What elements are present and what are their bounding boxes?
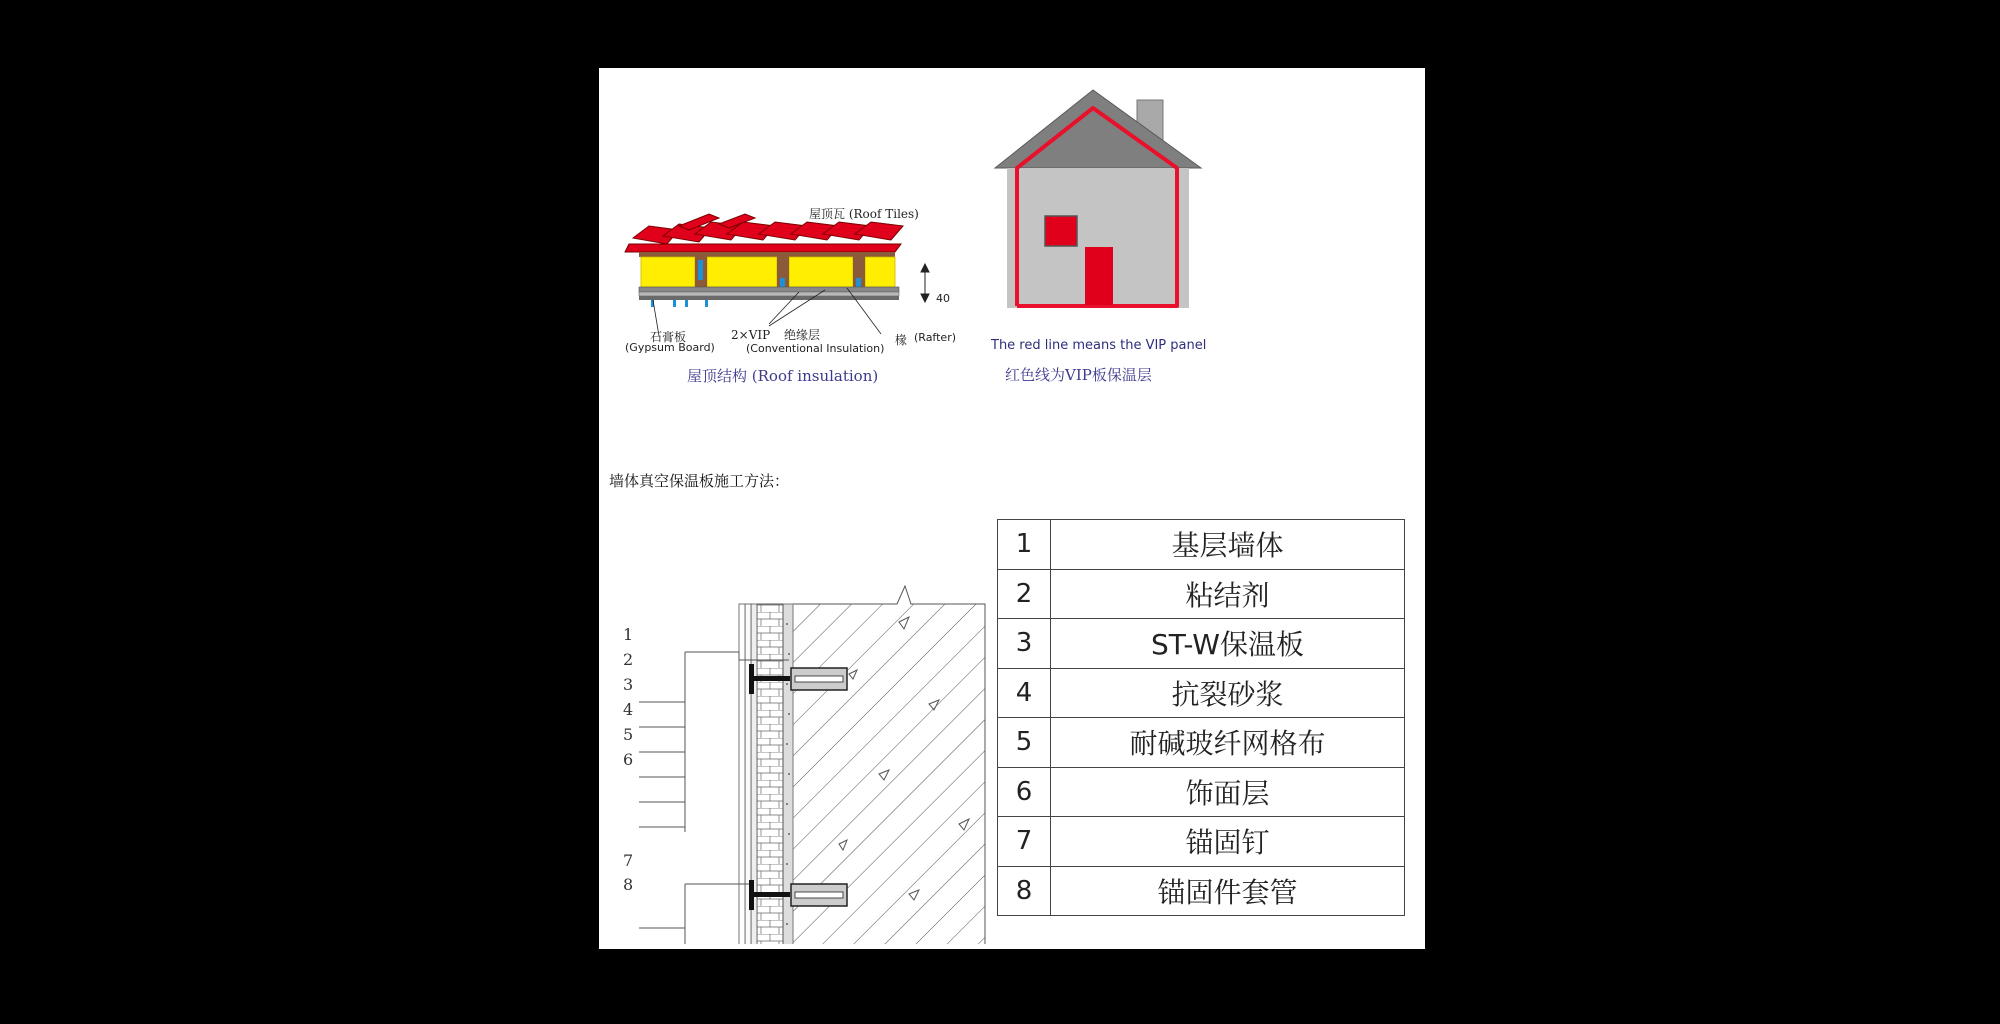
rafter-cn-label: 椽 [895, 333, 908, 347]
vip-panel-lower [639, 292, 899, 296]
legend-num: 5 [998, 718, 1051, 768]
legend-num: 3 [998, 619, 1051, 669]
legend-label: 锚固钉 [1051, 817, 1405, 867]
legend-row [998, 817, 1405, 867]
finish-layer [739, 604, 745, 944]
legend-row [998, 767, 1405, 817]
callout-6: 6 [623, 750, 634, 769]
gypsum-en-label: (Gypsum Board) [625, 341, 715, 354]
legend-label: 抗裂砂浆 [1051, 668, 1405, 718]
dimension-label: 40 [936, 292, 950, 305]
legend-row [998, 866, 1405, 916]
house-roof [995, 90, 1201, 168]
legend-num: 2 [998, 569, 1051, 619]
wall-section-diagram [599, 514, 999, 944]
callout-4: 4 [623, 700, 634, 719]
legend-label: ST-W保温板 [1051, 619, 1405, 669]
legend-label: 饰面层 [1051, 767, 1405, 817]
vip-panel-upper [639, 287, 899, 292]
callout-7: 7 [623, 851, 634, 870]
legend-label: 锚固件套管 [1051, 866, 1405, 916]
legend-row [998, 718, 1405, 768]
house-caption-cn: 红色线为VIP板保温层 [1005, 366, 1152, 384]
callout-3: 3 [623, 675, 634, 694]
roof-caption: 屋顶结构 (Roof insulation) [687, 367, 879, 385]
legend-num: 8 [998, 866, 1051, 916]
rafter-en-label: (Rafter) [914, 331, 957, 344]
callout-1: 1 [623, 625, 634, 644]
vip-label: 2×VIP [731, 328, 771, 342]
legend-num: 6 [998, 767, 1051, 817]
legend-table [997, 519, 1405, 916]
house-door [1085, 247, 1113, 305]
legend-num: 7 [998, 817, 1051, 867]
house-window [1045, 216, 1077, 246]
legend-row [998, 668, 1405, 718]
legend-row [998, 520, 1405, 570]
diagram-panel [599, 68, 1425, 949]
legend-row [998, 569, 1405, 619]
house-caption-en: The red line means the VIP panel [991, 338, 1207, 353]
insulation-cn-label: 绝缘层 [784, 328, 821, 342]
dimension-arrow [921, 264, 929, 302]
roof-tiles-label: 屋顶瓦 (Roof Tiles) [809, 207, 919, 221]
legend-label: 基层墙体 [1051, 520, 1405, 570]
legend-num: 1 [998, 520, 1051, 570]
gypsum-board [639, 296, 899, 300]
legend-num: 4 [998, 668, 1051, 718]
legend-label: 粘结剂 [1051, 569, 1405, 619]
callout-5: 5 [623, 725, 634, 744]
callout-2: 2 [623, 650, 634, 669]
legend-label: 耐碱玻纤网格布 [1051, 718, 1405, 768]
house-vip-diagram [989, 84, 1219, 312]
section-title: 墙体真空保温板施工方法： [609, 472, 790, 490]
legend-body [998, 520, 1405, 916]
callout-8: 8 [623, 875, 634, 894]
insulation-en-label: (Conventional Insulation) [746, 342, 885, 355]
gypsum-cn-label: 石膏板 [650, 330, 687, 344]
legend-row [998, 619, 1405, 669]
